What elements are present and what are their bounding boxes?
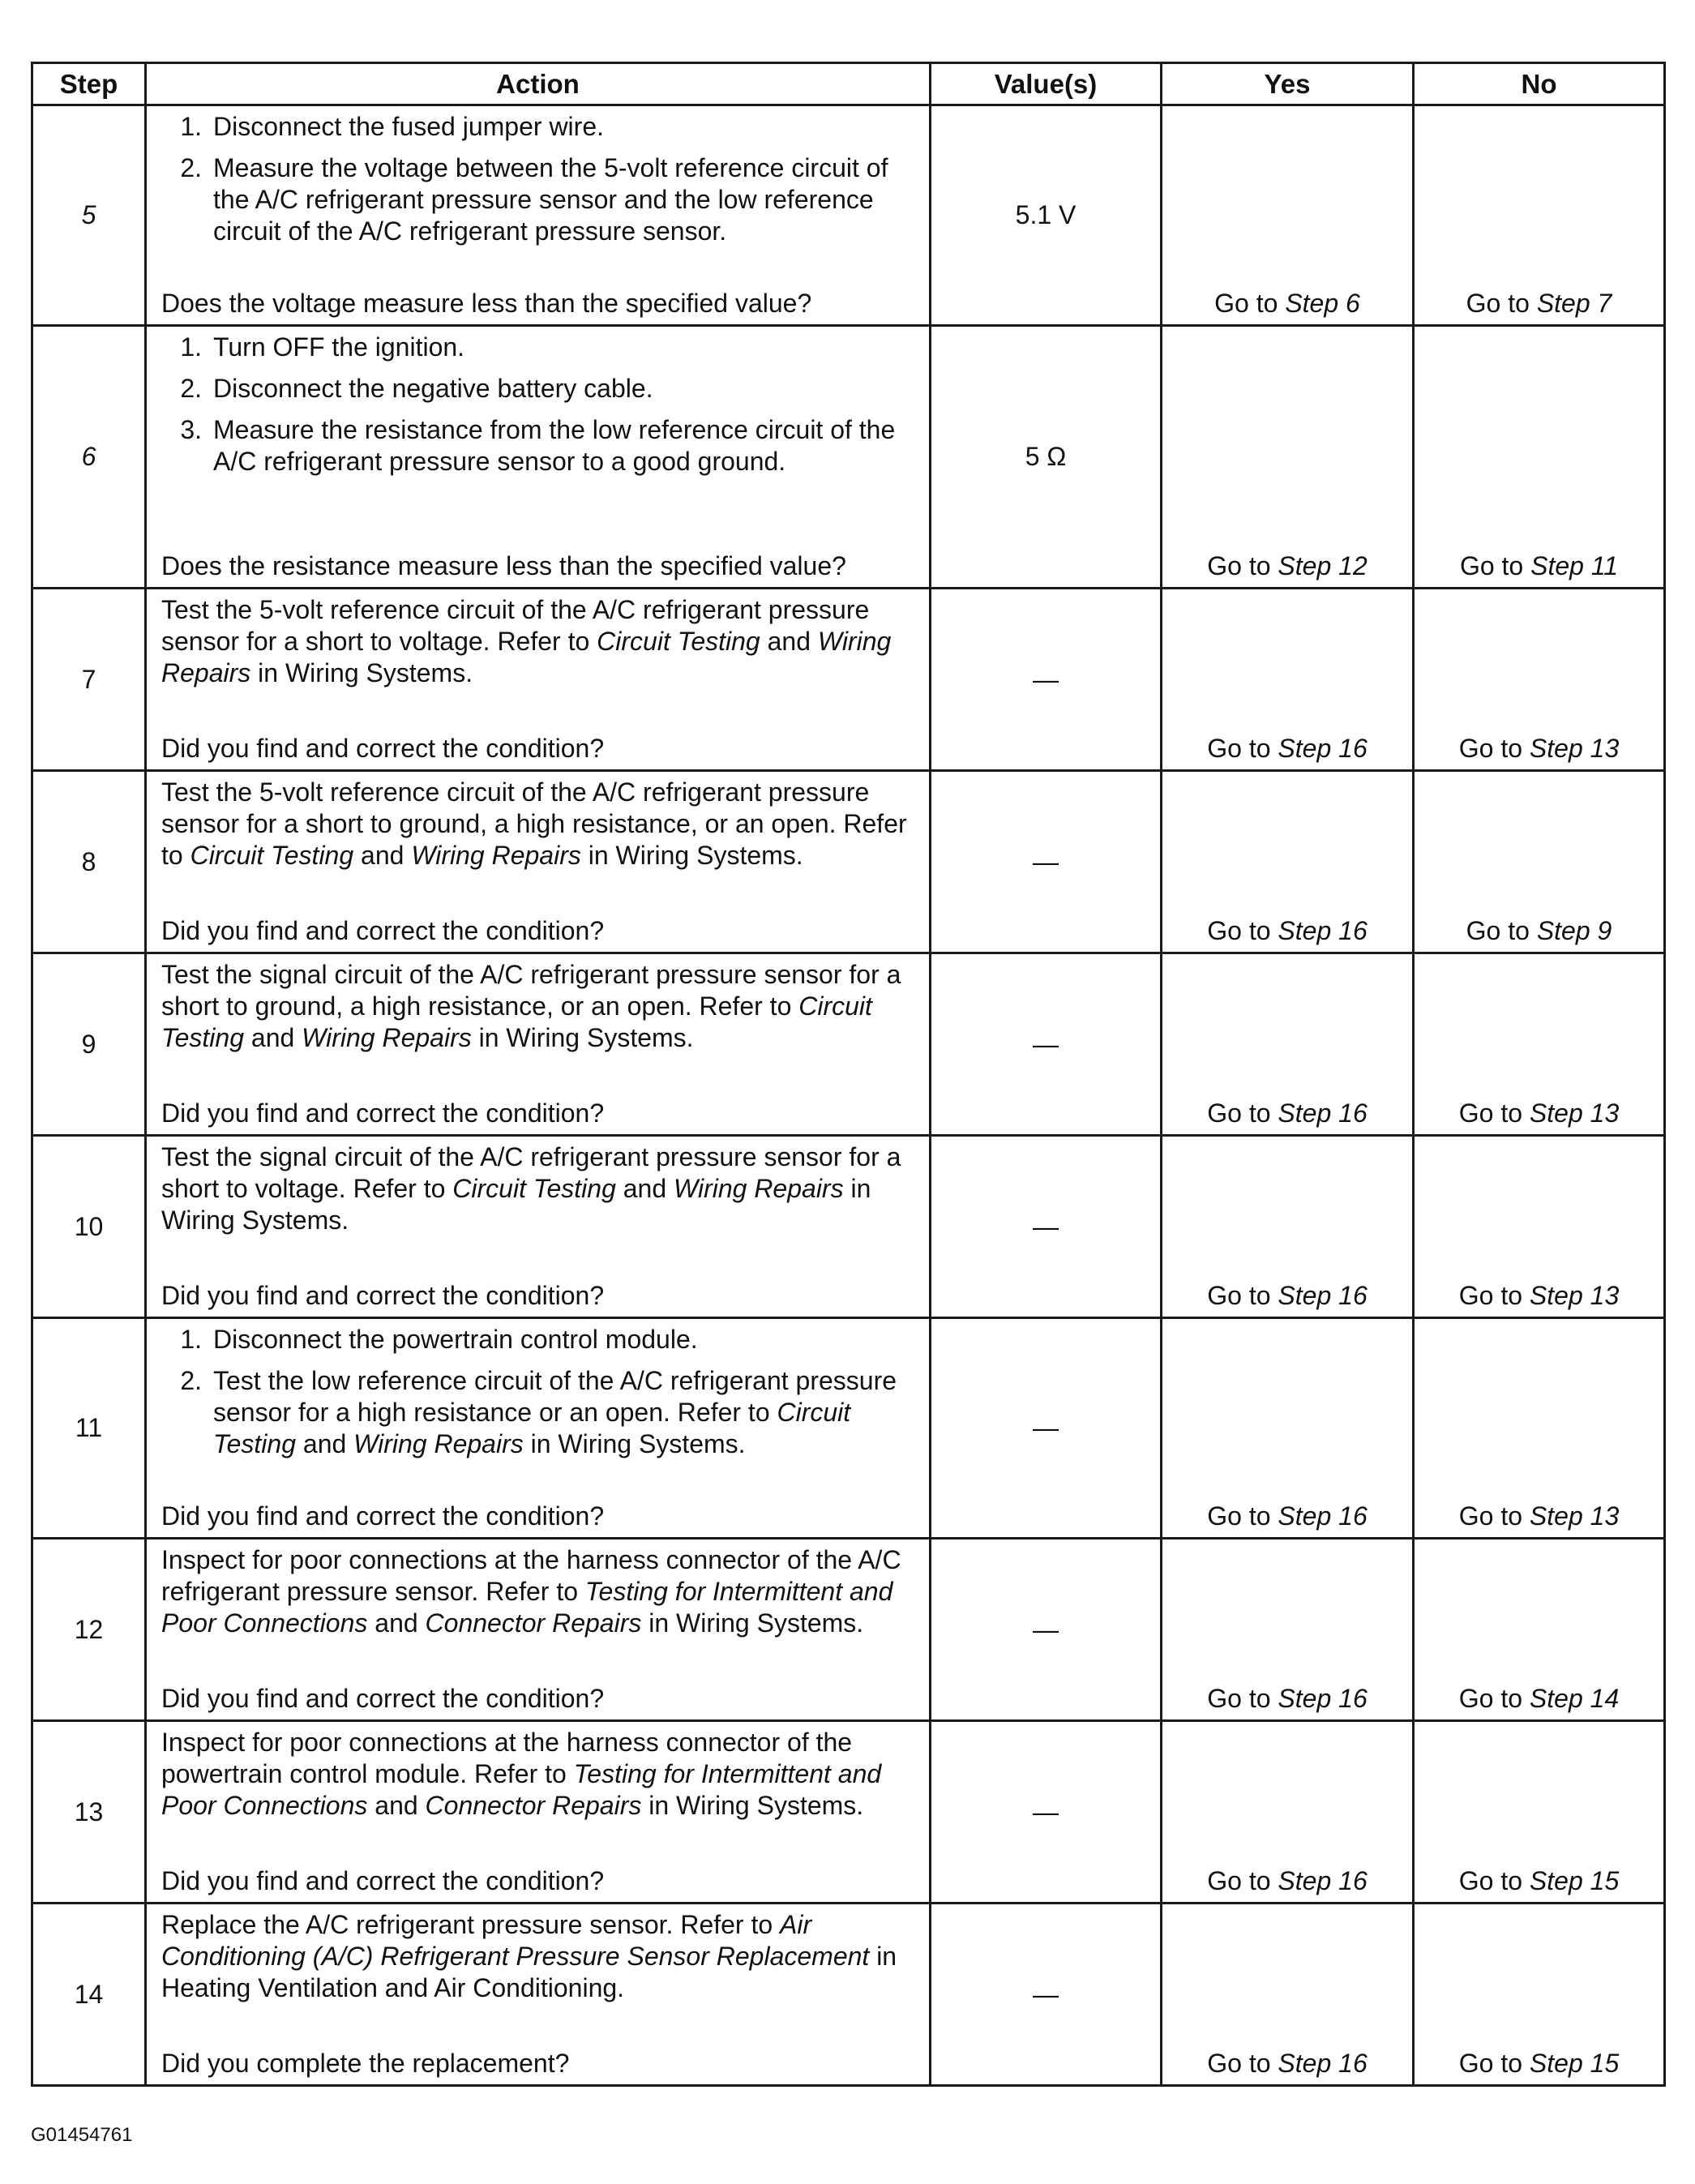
no-step-ref: Step 13	[1529, 1281, 1620, 1310]
no-cell	[1414, 589, 1665, 771]
yes-cell	[1162, 771, 1414, 953]
step-number: 8	[32, 771, 146, 953]
step-number: 12	[32, 1539, 146, 1721]
no-cell	[1414, 771, 1665, 953]
yes-prefix: Go to	[1207, 734, 1278, 763]
action-cell	[146, 1318, 931, 1539]
action-question: Did you complete the replacement?	[161, 2049, 570, 2078]
action-step-text	[213, 373, 914, 405]
no-cell	[1414, 105, 1665, 326]
no-step-ref: Step 7	[1536, 289, 1612, 318]
yes-step-ref: Step 16	[1278, 2049, 1368, 2078]
action-question: Did you find and correct the condition?	[161, 1866, 605, 1895]
no-prefix: Go to	[1458, 1684, 1530, 1713]
table-row	[32, 1904, 1665, 2086]
value-cell: —	[931, 953, 1162, 1136]
step-number: 6	[32, 326, 146, 589]
action-question: Did you find and correct the condition?	[161, 1281, 605, 1310]
action-text-segment: in Wiring Systems.	[250, 658, 473, 687]
value-cell: 5.1 V	[931, 105, 1162, 326]
no-prefix: Go to	[1458, 1501, 1530, 1531]
no-step-ref: Step 13	[1529, 1098, 1620, 1128]
yes-step-ref: Step 16	[1278, 1866, 1368, 1895]
action-text-segment: Test the 5-volt reference circuit of the A/C refrigerant pressure sensor for a short to ground, a high resistance, or an open. Refer to	[161, 777, 907, 870]
action-text-segment: and	[760, 627, 818, 656]
action-text	[161, 111, 914, 288]
no-prefix: Go to	[1458, 1281, 1530, 1310]
step-number: 9	[32, 953, 146, 1136]
action-text-segment: and	[367, 1791, 426, 1820]
action-step-item	[161, 414, 914, 477]
reference-link-text: Wiring Repairs	[411, 841, 581, 870]
action-paragraph	[161, 1544, 914, 1639]
step-number: 10	[32, 1136, 146, 1318]
action-step-text	[213, 1324, 914, 1355]
reference-link-text: Circuit Testing	[452, 1174, 616, 1203]
action-text-segment: Measure the voltage between the 5-volt reference circuit of the A/C refrigerant pressure sensor and the low reference circuit of the A/C refrigerant pressure sensor.	[213, 153, 888, 246]
value-cell: —	[931, 771, 1162, 953]
yes-cell	[1162, 589, 1414, 771]
step-number: 7	[32, 589, 146, 771]
reference-link-text: Circuit Testing	[597, 627, 760, 656]
action-text	[161, 1141, 914, 1280]
action-text-segment: and	[296, 1429, 354, 1458]
yes-step-ref: Step 16	[1278, 1501, 1368, 1531]
action-step-list	[161, 332, 914, 477]
step-number: 14	[32, 1904, 146, 2086]
table-body	[32, 105, 1665, 2086]
action-question: Does the voltage measure less than the specified value?	[161, 289, 812, 318]
table-row	[32, 1318, 1665, 1539]
no-prefix: Go to	[1458, 1866, 1530, 1895]
value-cell: —	[931, 589, 1162, 771]
action-cell	[146, 953, 931, 1136]
action-question: Did you find and correct the condition?	[161, 1098, 605, 1128]
action-text-segment: in Wiring Systems.	[161, 1174, 871, 1235]
step-number: 11	[32, 1318, 146, 1539]
header-values: Value(s)	[931, 63, 1162, 105]
reference-link-text: Wiring Repairs	[161, 627, 892, 687]
no-cell	[1414, 326, 1665, 589]
no-prefix: Go to	[1459, 551, 1531, 580]
action-text-segment: Disconnect the fused jumper wire.	[213, 112, 604, 141]
no-step-ref: Step 14	[1529, 1684, 1620, 1713]
yes-prefix: Go to	[1207, 1501, 1278, 1531]
action-step-list	[161, 111, 914, 247]
no-step-ref: Step 15	[1529, 1866, 1620, 1895]
action-text	[161, 594, 914, 733]
action-step-text	[213, 332, 914, 363]
action-content	[161, 777, 914, 947]
action-question: Did you find and correct the condition?	[161, 916, 605, 945]
action-cell	[146, 1539, 931, 1721]
no-cell	[1414, 1136, 1665, 1318]
action-text-segment: Test the signal circuit of the A/C refrigerant pressure sensor for a short to voltage. Refer to	[161, 1142, 901, 1203]
reference-link-text: Wiring Repairs	[674, 1174, 844, 1203]
action-content	[161, 332, 914, 582]
action-text	[161, 1909, 914, 2048]
yes-cell	[1162, 326, 1414, 589]
yes-prefix: Go to	[1207, 1684, 1278, 1713]
action-step-text	[213, 414, 914, 477]
value-cell: —	[931, 1318, 1162, 1539]
action-text-segment: and	[244, 1023, 302, 1052]
action-text-segment: Inspect for poor connections at the harness connector of the powertrain control module. Refer to	[161, 1728, 853, 1788]
action-text-segment: Disconnect the negative battery cable.	[213, 374, 653, 403]
action-paragraph	[161, 1909, 914, 2004]
yes-step-ref: Step 6	[1285, 289, 1360, 318]
action-step-text	[213, 1365, 914, 1460]
yes-step-ref: Step 16	[1278, 916, 1368, 945]
action-paragraph	[161, 594, 914, 689]
no-cell	[1414, 1318, 1665, 1539]
yes-step-ref: Step 16	[1278, 1684, 1368, 1713]
action-text-segment: and	[615, 1174, 674, 1203]
no-cell	[1414, 953, 1665, 1136]
no-step-ref: Step 11	[1530, 551, 1619, 580]
action-paragraph	[161, 959, 914, 1054]
value-cell: —	[931, 1721, 1162, 1904]
action-paragraph	[161, 1141, 914, 1236]
header-yes: Yes	[1162, 63, 1414, 105]
action-step-text	[213, 152, 914, 247]
action-question: Did you find and correct the condition?	[161, 1684, 605, 1713]
action-text-segment: and	[353, 841, 412, 870]
value-cell: —	[931, 1136, 1162, 1318]
reference-link-text: Connector Repairs	[425, 1608, 642, 1638]
reference-link-text: Wiring Repairs	[353, 1429, 524, 1458]
yes-prefix: Go to	[1207, 1866, 1278, 1895]
action-step-item	[161, 373, 914, 405]
reference-link-text: Circuit Testing	[161, 991, 872, 1052]
no-step-ref: Step 9	[1536, 916, 1612, 945]
header-step: Step	[32, 63, 146, 105]
table-row	[32, 1136, 1665, 1318]
action-text-segment: Test the 5-volt reference circuit of the A/C refrigerant pressure sensor for a short to voltage. Refer to	[161, 595, 870, 656]
action-cell	[146, 1721, 931, 1904]
yes-cell	[1162, 1136, 1414, 1318]
yes-cell	[1162, 105, 1414, 326]
action-content	[161, 1727, 914, 1897]
step-number: 13	[32, 1721, 146, 1904]
yes-cell	[1162, 953, 1414, 1136]
action-step-item	[161, 152, 914, 247]
action-text-segment: Inspect for poor connections at the harness connector of the A/C refrigerant pressure sensor. Refer to	[161, 1545, 901, 1606]
action-text-segment: Disconnect the powertrain control module.	[213, 1325, 698, 1354]
yes-prefix: Go to	[1207, 1098, 1278, 1128]
no-step-ref: Step 13	[1529, 734, 1620, 763]
yes-step-ref: Step 16	[1278, 1281, 1368, 1310]
no-cell	[1414, 1721, 1665, 1904]
action-text	[161, 777, 914, 915]
action-text-segment: in Wiring Systems.	[641, 1608, 864, 1638]
action-step-number: 1.	[180, 112, 202, 141]
action-step-item	[161, 111, 914, 143]
header-row	[32, 63, 1665, 105]
action-content	[161, 594, 914, 764]
action-text-segment: in Wiring Systems.	[471, 1023, 694, 1052]
action-step-number: 3.	[180, 415, 202, 444]
no-prefix: Go to	[1458, 1098, 1530, 1128]
yes-prefix: Go to	[1214, 289, 1286, 318]
action-content	[161, 1324, 914, 1532]
action-text	[161, 1324, 914, 1501]
action-text	[161, 332, 914, 550]
yes-prefix: Go to	[1207, 551, 1278, 580]
action-step-item	[161, 1324, 914, 1355]
table-row	[32, 589, 1665, 771]
no-prefix: Go to	[1466, 289, 1537, 318]
action-step-item	[161, 1365, 914, 1460]
action-text-segment: in Wiring Systems.	[523, 1429, 746, 1458]
action-step-list	[161, 1324, 914, 1460]
figure-id: G01454761	[31, 2124, 133, 2146]
action-text	[161, 1544, 914, 1683]
action-content	[161, 1544, 914, 1715]
yes-cell	[1162, 1318, 1414, 1539]
table-row	[32, 326, 1665, 589]
yes-prefix: Go to	[1207, 2049, 1278, 2078]
action-text-segment: Turn OFF the ignition.	[213, 332, 465, 362]
action-question: Did you find and correct the condition?	[161, 1501, 605, 1531]
action-content	[161, 1909, 914, 2079]
table-row	[32, 1539, 1665, 1721]
yes-step-ref: Step 16	[1278, 734, 1368, 763]
action-step-text	[213, 111, 914, 143]
action-step-number: 2.	[180, 374, 202, 403]
reference-link-text: Circuit Testing	[213, 1398, 851, 1458]
step-number: 5	[32, 105, 146, 326]
reference-link-text: Testing for Intermittent and Poor Connections	[161, 1577, 893, 1638]
yes-prefix: Go to	[1207, 916, 1278, 945]
action-paragraph	[161, 1727, 914, 1822]
table-row	[32, 105, 1665, 326]
table-row	[32, 953, 1665, 1136]
action-step-number: 1.	[180, 332, 202, 362]
value-cell: —	[931, 1904, 1162, 2086]
value-cell: 5 Ω	[931, 326, 1162, 589]
header-no: No	[1414, 63, 1665, 105]
no-cell	[1414, 1539, 1665, 1721]
action-cell	[146, 589, 931, 771]
action-question: Did you find and correct the condition?	[161, 734, 605, 763]
reference-link-text: Testing for Intermittent and Poor Connections	[161, 1759, 882, 1820]
reference-link-text: Air Conditioning (A/C) Refrigerant Pressure Sensor Replacement	[161, 1910, 870, 1971]
no-step-ref: Step 13	[1529, 1501, 1620, 1531]
action-text	[161, 959, 914, 1098]
action-step-number: 2.	[180, 153, 202, 182]
action-text-segment: in Wiring Systems.	[580, 841, 803, 870]
yes-cell	[1162, 1539, 1414, 1721]
action-text-segment: Test the signal circuit of the A/C refrigerant pressure sensor for a short to ground, a high resistance, or an open. Refer to	[161, 960, 901, 1021]
action-text-segment: in Wiring Systems.	[641, 1791, 864, 1820]
action-cell	[146, 105, 931, 326]
action-content	[161, 959, 914, 1129]
action-cell	[146, 326, 931, 589]
reference-link-text: Wiring Repairs	[302, 1023, 472, 1052]
no-prefix: Go to	[1458, 734, 1530, 763]
reference-link-text: Circuit Testing	[190, 841, 354, 870]
reference-link-text: Connector Repairs	[425, 1791, 642, 1820]
diagnostic-table	[31, 62, 1666, 2087]
action-cell	[146, 1136, 931, 1318]
action-text-segment: Replace the A/C refrigerant pressure sensor. Refer to	[161, 1910, 781, 1939]
action-content	[161, 1141, 914, 1312]
yes-cell	[1162, 1904, 1414, 2086]
action-step-number: 1.	[180, 1325, 202, 1354]
no-cell	[1414, 1904, 1665, 2086]
action-text-segment: and	[367, 1608, 426, 1638]
yes-step-ref: Step 16	[1278, 1098, 1368, 1128]
table-row	[32, 1721, 1665, 1904]
table-row	[32, 771, 1665, 953]
action-cell	[146, 771, 931, 953]
action-cell	[146, 1904, 931, 2086]
no-step-ref: Step 15	[1529, 2049, 1620, 2078]
yes-prefix: Go to	[1207, 1281, 1278, 1310]
yes-step-ref: Step 12	[1278, 551, 1368, 580]
action-question: Does the resistance measure less than the specified value?	[161, 551, 846, 580]
action-text-segment: Measure the resistance from the low reference circuit of the A/C refrigerant pressure sensor to a good ground.	[213, 415, 896, 476]
header-action: Action	[146, 63, 931, 105]
action-text	[161, 1727, 914, 1865]
yes-cell	[1162, 1721, 1414, 1904]
action-step-number: 2.	[180, 1366, 202, 1395]
action-content	[161, 111, 914, 319]
no-prefix: Go to	[1458, 2049, 1530, 2078]
action-step-item	[161, 332, 914, 363]
no-prefix: Go to	[1466, 916, 1537, 945]
action-text-segment: in Heating Ventilation and Air Conditioning.	[161, 1942, 897, 2002]
action-text-segment: Test the low reference circuit of the A/C refrigerant pressure sensor for a high resistance or an open. Refer to	[213, 1366, 897, 1427]
value-cell: —	[931, 1539, 1162, 1721]
action-paragraph	[161, 777, 914, 871]
